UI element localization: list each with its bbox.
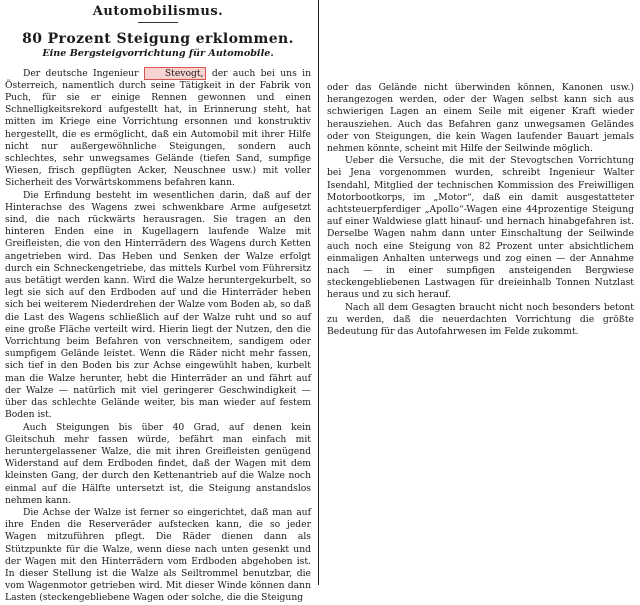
paragraph-winch: Die Achse der Walze ist ferner so eingerichtet, daß man auf ihre Enden die Reserveräder aufstecken kann, die so jeder Wagen mitzuführen pflegt. Die Räder dienen dann als Stützpunkte für die Walze, wenn diese nach unten gesenkt und der Wagen mit den Hinterrädern vom Erdboden abgehoben ist. In dieser Stellung ist die Walze als Seiltrommel benutzbar, die vom Wagenmotor getrieben wird. Mit dieser Winde können dann Lasten (steckengebliebene Wagen oder solche, die die Steigung — [5, 506, 311, 604]
section-title: Automobilismus. — [92, 4, 224, 19]
title-rule — [138, 22, 178, 23]
paragraph-intro — [5, 67, 311, 190]
column-divider — [318, 0, 319, 585]
paragraph-trials: Ueber die Versuche, die mit der Stevogtschen Vorrichtung bei Jena vorgenommen wurden, schreibt Ingenieur Walter Isendahl, Mitglied der technischen Kommission des Freiwilligen Motorbootkorps, im „Motor“, daß ein damit ausgestatteter achtsteuerpferdiger „Apollo“-Wagen eine 44prozentige Steigung auf einer Waldwiese glatt hinauf- und hernach hinabgefahren ist. Derselbe Wagen nahm dann unter Einschaltung der Seilwinde auch noch eine Steigung von 82 Prozent unter absichtlichem einmaligen Anhalten unterwegs und zog einen — der Annahme nach — in einer sumpfigen ansteigenden Bergwiese steckengebliebenen Lastwagen für dreieinhalb Tonnen Nutzlast heraus und zu sich herauf. — [327, 155, 634, 301]
intro-text-after: der auch bei uns in Österreich, namentlich durch seine Tätigkeit in der Fabrik von Puch, für sie er einige Rennen gewonnen und einen Schnelligkeitsrekord aufgestellt hat, in Erinnerung steht, hat mitten im Kriege eine Vorrichtung ersonnen und konstruktiv hergestellt, die es ermöglicht, daß ein Automobil mit ihrer Hilfe nicht nur außergewöhnliche Steigungen, sondern auch schlechtes, sehr unwegsames Gelände (tiefen Sand, sumpfige Wiesen, frisch gepflügten Acker, Neuschnee usw.) mit voller Sicherheit des Vorwärtskommens befahren kann. — [5, 67, 311, 189]
headline: 80 Prozent Steigung erklommen. — [22, 31, 294, 48]
intro-text-before: Der deutsche Ingenieur — [23, 67, 139, 79]
right-column — [327, 82, 634, 585]
paragraph-conclusion: Nach all dem Gesagten braucht nicht noch besonders betont zu werden, daß die neuerdachten Vorrichtung die größte Bedeutung für das Autofahrwesen im Felde zukommt. — [327, 301, 634, 338]
left-column — [5, 4, 311, 604]
highlighted-name: Stevogt, — [144, 67, 207, 80]
paragraph-slopes: Auch Steigungen bis über 40 Grad, auf denen kein Gleitschuh mehr fassen würde, befährt man einfach mit heruntergelassener Walze, die mit ihren Greifleisten genügend Widerstand auf dem Erdboden findet, daß der Wagen mit dem kleinsten Gang, der durch den Kettenantrieb auf die Walze noch einmal auf die Hälfte untersetzt ist, die Steigung anstandslos nehmen kann. — [5, 421, 311, 506]
paragraph-mechanism: Die Erfindung besteht im wesentlichen darin, daß auf der Hinterachse des Wagens zwei schwenkbare Arme aufgesetzt sind, die nach rückwärts herausragen. Sie tragen an den hinteren Enden eine in Kugellagern laufende Walze mit Greifleisten, die von den Hinterrädern des Wagens durch Ketten angetrieben wird. Das Heben und Senken der Walze erfolgt durch ein Schneckengetriebe, das mittels Kurbel vom Führersitz aus betätigt werden kann. Wird die Walze heruntergekurbelt, so legt sie sich auf den Erdboden auf und die Hinterräder heben sich bei weiterem Niederdrehen der Walze vom Boden ab, so daß die Last des Wagens schließlich auf der Walze ruht und so auf eine große Fläche verteilt wird. Hierin liegt der Nutzen, den die Vorrichtung beim Befahren von verschneitem, sandigem oder sumpfigem Gelände leistet. Wenn die Räder nicht mehr fassen, sich tief in den Boden bis zur Achse eingewühlt haben, kurbelt man die Walze herunter, hebt die Hinterräder an und fährt auf der Walze — natürlich mit viel geringerer Geschwindigkeit — über das schlechte Gelände weiter, bis man wieder auf festem Boden ist. — [5, 189, 311, 421]
paragraph-winch-continued: oder das Gelände nicht überwinden können, Kanonen usw.) herangezogen werden, oder der Wagen selbst kann sich aus schwierigen Lagen an einem Seile mit eigener Kraft wieder herausziehen. Auch das Befahren ganz unwegsamen Geländes oder von Steigungen, die kein Wagen laufender Bauart jemals nehmen könnte, scheint mit Hilfe der Seilwinde möglich. — [327, 82, 634, 155]
subheadline: Eine Bergsteigvorrichtung für Automobile. — [42, 48, 274, 60]
